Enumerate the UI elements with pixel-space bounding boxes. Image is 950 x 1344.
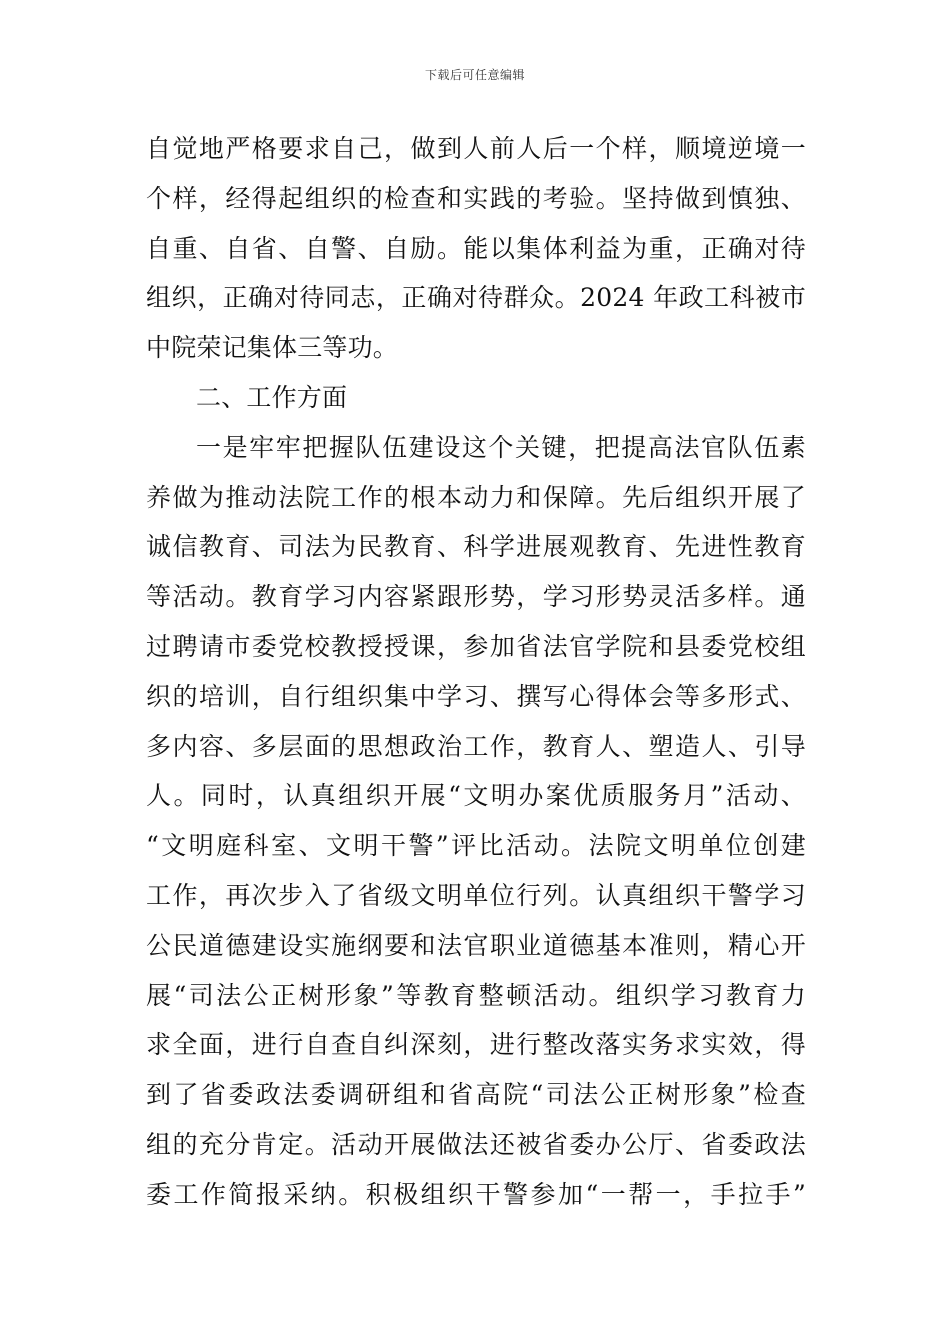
- text-line: 求全面，进行自查自纠深刻，进行整改落实务求实效，得: [146, 1030, 806, 1060]
- text-line: 公民道德建设实施纲要和法官职业道德基本准则，精心开: [146, 930, 806, 960]
- text-line: 组织，正确对待同志，正确对待群众。2024 年政工科被市: [146, 283, 806, 313]
- document-body: [146, 124, 806, 1220]
- text-line: 工作，再次步入了省级文明单位行列。认真组织干警学习: [146, 880, 806, 910]
- paragraph-1: [146, 124, 806, 373]
- text-line: 养做为推动法院工作的根本动力和保障。先后组织开展了: [146, 482, 806, 512]
- text-line: 织的培训，自行组织集中学习、撰写心得体会等多形式、: [146, 681, 806, 711]
- text-line: 到了省委政法委调研组和省高院“司法公正树形象”检查: [146, 1080, 806, 1110]
- text-line: 自觉地严格要求自己，做到人前人后一个样，顺境逆境一: [146, 134, 806, 163]
- text-line: 自重、自省、自警、自励。能以集体利益为重，正确对待: [146, 233, 806, 263]
- section-heading: 二、工作方面: [196, 382, 348, 412]
- text-line: 组的充分肯定。活动开展做法还被省委办公厅、省委政法: [146, 1129, 806, 1159]
- page-header-note: 下载后可任意编辑: [424, 68, 525, 82]
- text-line: 诚信教育、司法为民教育、科学进展观教育、先进性教育: [146, 532, 806, 562]
- paragraph-2: [146, 423, 806, 1220]
- text-line: 个样，经得起组织的检查和实践的考验。坚持做到慎独、: [146, 183, 806, 213]
- text-line: 一是牢牢把握队伍建设这个关键，把提高法官队伍素: [196, 432, 806, 462]
- text-line: 多内容、多层面的思想政治工作，教育人、塑造人、引导: [146, 731, 806, 761]
- text-line: 中院荣记集体三等功。: [146, 333, 399, 363]
- text-line: 人。同时，认真组织开展“文明办案优质服务月”活动、: [146, 781, 806, 811]
- text-line: 委工作简报采纳。积极组织干警参加“一帮一，手拉手”: [146, 1179, 806, 1209]
- text-line: “文明庭科室、文明干警”评比活动。法院文明单位创建: [146, 831, 806, 861]
- text-line: 展“司法公正树形象”等教育整顿活动。组织学习教育力: [146, 980, 806, 1010]
- text-line: 等活动。教育学习内容紧跟形势，学习形势灵活多样。通: [146, 582, 806, 612]
- text-line: 过聘请市委党校教授授课，参加省法官学院和县委党校组: [146, 631, 806, 661]
